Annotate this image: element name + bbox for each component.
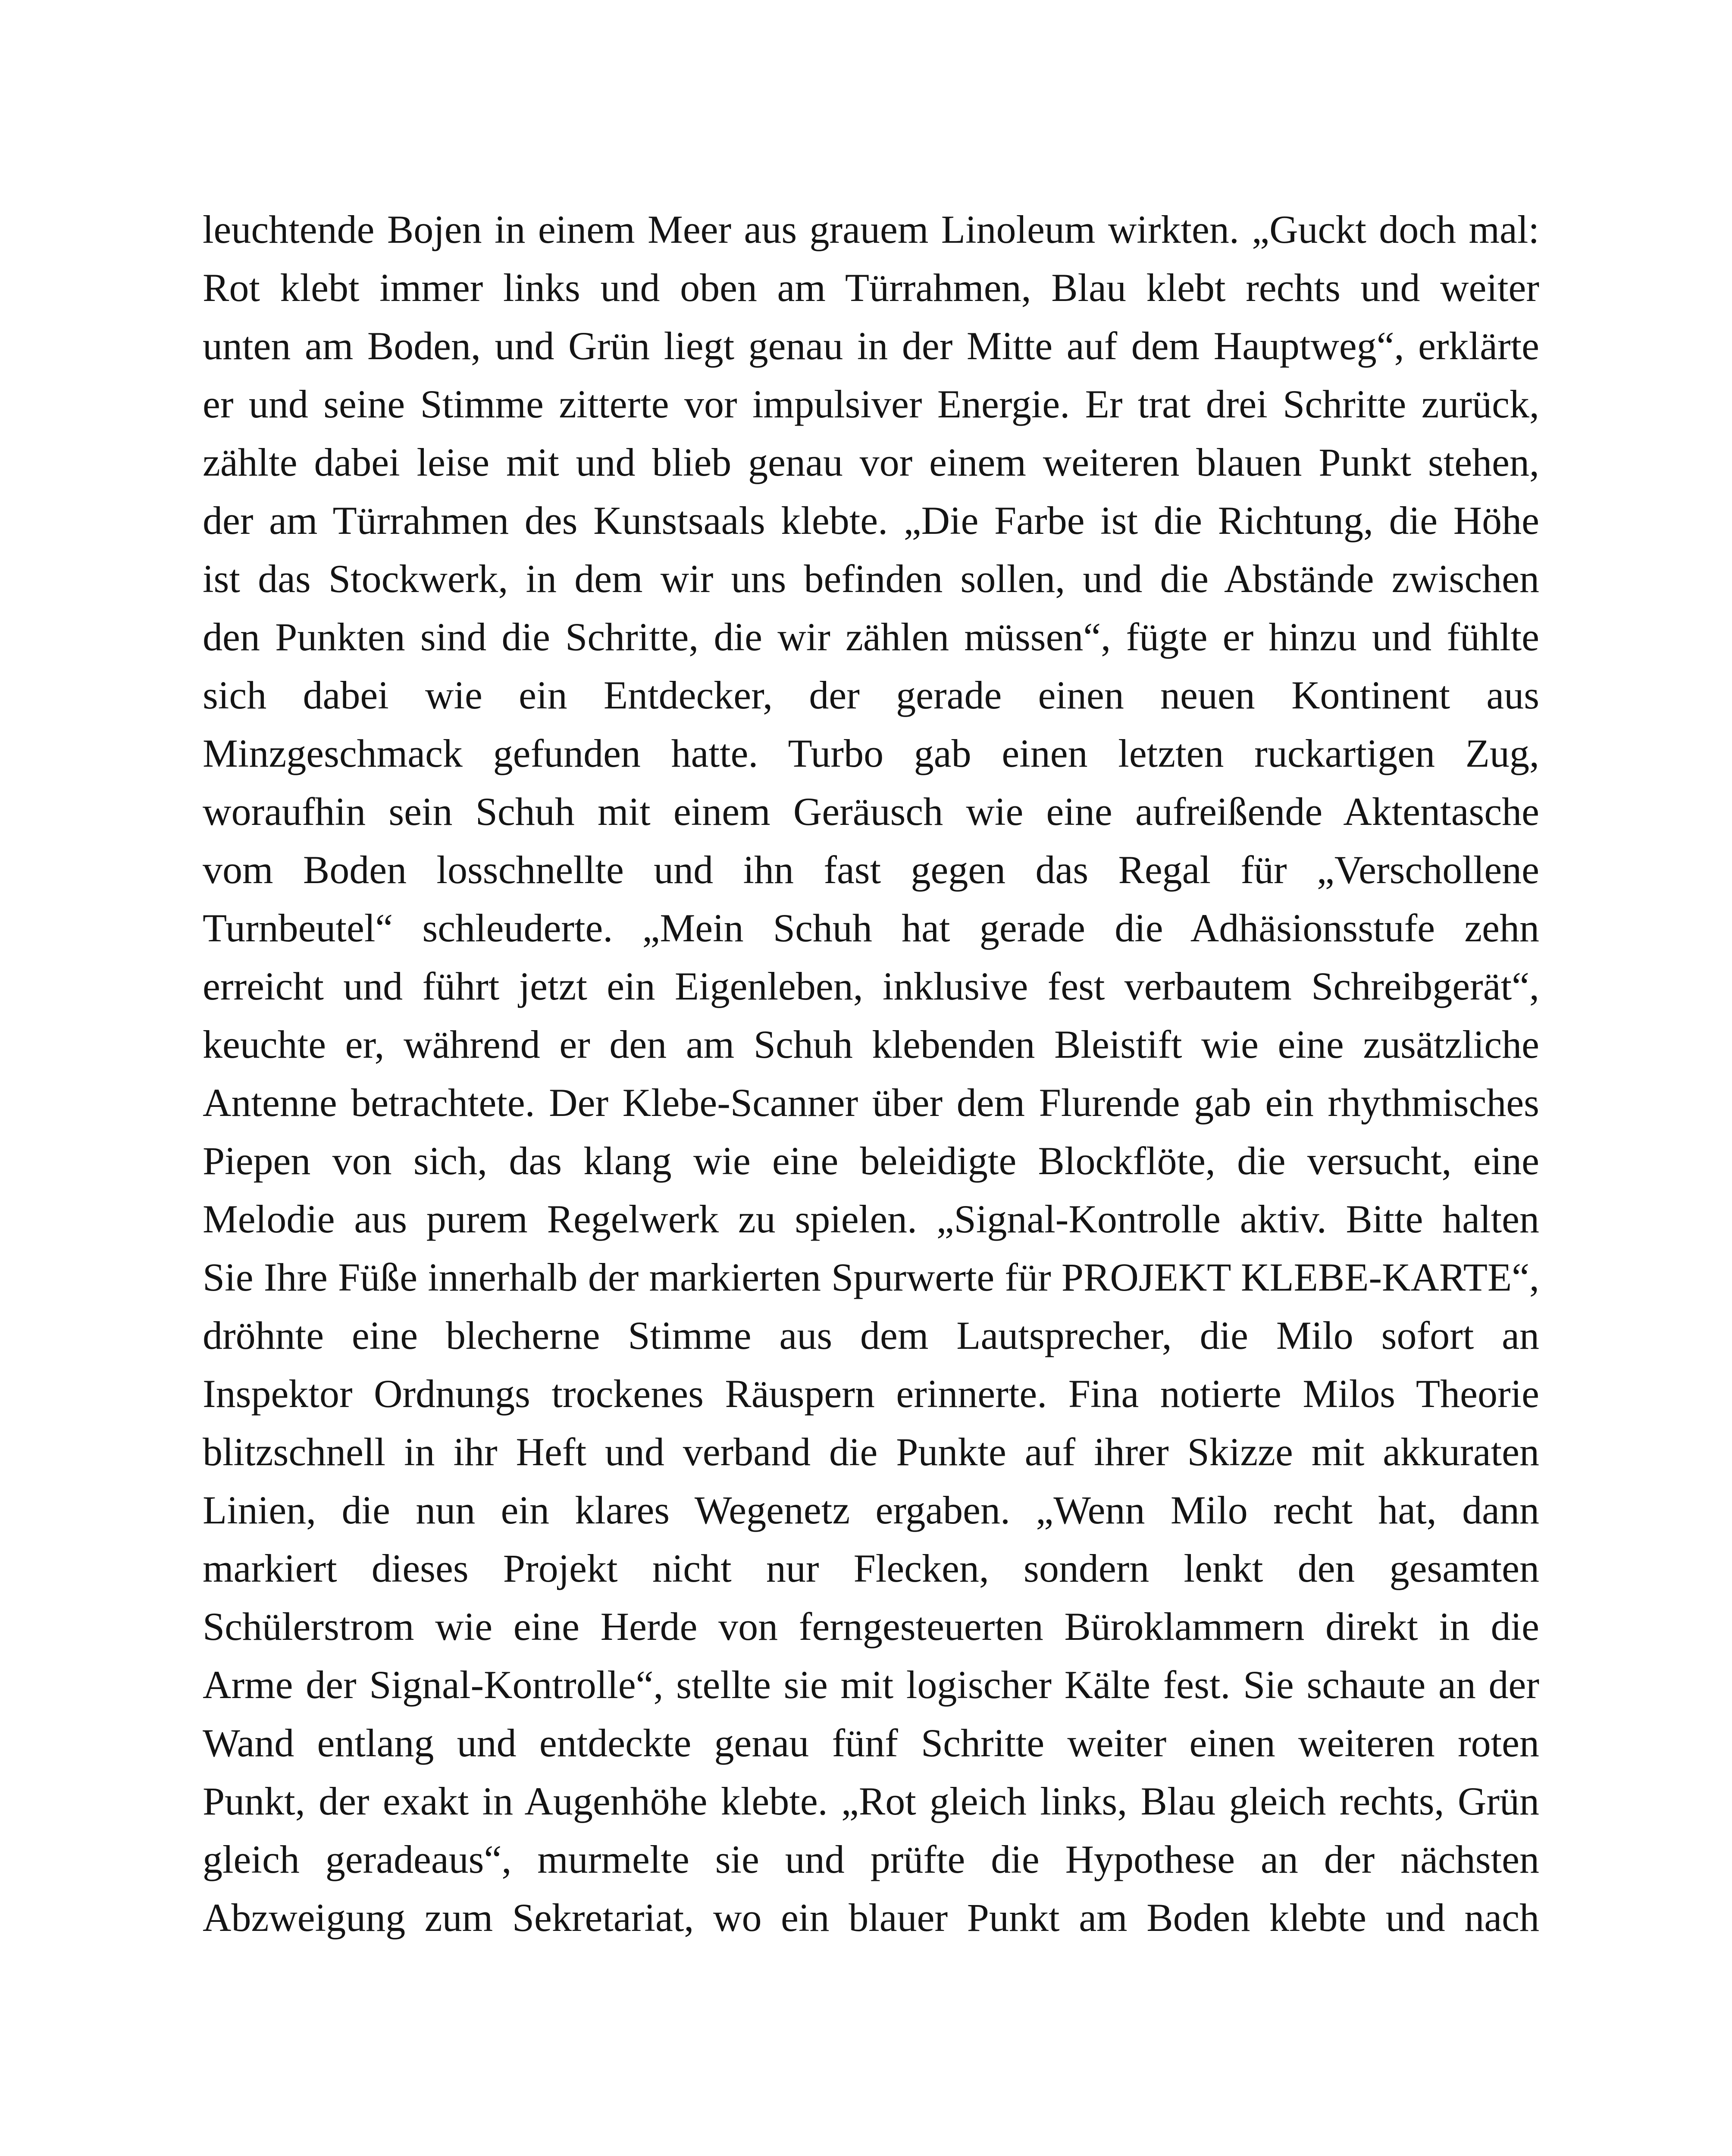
text-line: Schülerstrom wie eine Herde von ferngesteuerten Büroklammern direkt in die: [203, 1604, 1539, 1648]
text-line: leuchtende Bojen in einem Meer aus grauem Linoleum wirkten. „Guckt doch mal:: [203, 207, 1539, 251]
text-line: der am Türrahmen des Kunstsaals klebte. „Die Farbe ist die Richtung, die Höhe: [203, 498, 1539, 542]
text-line: Inspektor Ordnungs trockenes Räuspern erinnerte. Fina notierte Milos Theorie: [203, 1372, 1539, 1416]
text-line: er und seine Stimme zitterte vor impulsiver Energie. Er trat drei Schritte zurück,: [203, 382, 1539, 426]
text-line: Sie Ihre Füße innerhalb der markierten Spurwerte für PROJEKT KLEBE-KARTE“,: [203, 1255, 1539, 1299]
text-line: keuchte er, während er den am Schuh klebenden Bleistift wie eine zusätzliche: [203, 1022, 1539, 1066]
text-line: Linien, die nun ein klares Wegenetz ergaben. „Wenn Milo recht hat, dann: [203, 1488, 1539, 1532]
text-line: dröhnte eine blecherne Stimme aus dem Lautsprecher, die Milo sofort an: [203, 1313, 1539, 1357]
text-line: blitzschnell in ihr Heft und verband die Punkte auf ihrer Skizze mit akkuraten: [203, 1430, 1539, 1474]
text-line: erreicht und führt jetzt ein Eigenleben, inklusive fest verbautem Schreibgerät“,: [203, 964, 1539, 1008]
text-line: Turnbeutel“ schleuderte. „Mein Schuh hat gerade die Adhäsionsstufe zehn: [203, 906, 1539, 950]
text-line: unten am Boden, und Grün liegt genau in der Mitte auf dem Hauptweg“, erklärte: [203, 324, 1539, 368]
text-line: Piepen von sich, das klang wie eine beleidigte Blockflöte, die versucht, eine: [203, 1139, 1539, 1183]
text-line: vom Boden losschnellte und ihn fast gegen das Regal für „Verschollene: [203, 848, 1539, 892]
text-line: den Punkten sind die Schritte, die wir zählen müssen“, fügte er hinzu und fühlte: [203, 615, 1539, 659]
text-line: Abzweigung zum Sekretariat, wo ein blauer Punkt am Boden klebte und nach: [203, 1896, 1539, 1940]
body-text: [203, 201, 1539, 1947]
text-line: Melodie aus purem Regelwerk zu spielen. „Signal-Kontrolle aktiv. Bitte halten: [203, 1197, 1539, 1241]
text-line: markiert dieses Projekt nicht nur Flecken, sondern lenkt den gesamten: [203, 1546, 1539, 1590]
text-line: Rot klebt immer links und oben am Türrahmen, Blau klebt rechts und weiter: [203, 266, 1539, 310]
text-line: woraufhin sein Schuh mit einem Geräusch wie eine aufreißende Aktentasche: [203, 790, 1539, 834]
text-line: Minzgeschmack gefunden hatte. Turbo gab einen letzten ruckartigen Zug,: [203, 731, 1539, 775]
text-line: Antenne betrachtete. Der Klebe-Scanner über dem Flurende gab ein rhythmisches: [203, 1081, 1539, 1125]
text-line: Punkt, der exakt in Augenhöhe klebte. „Rot gleich links, Blau gleich rechts, Grün: [203, 1779, 1539, 1823]
text-line: Arme der Signal-Kontrolle“, stellte sie mit logischer Kälte fest. Sie schaute an der: [203, 1663, 1539, 1707]
text-line: zählte dabei leise mit und blieb genau vor einem weiteren blauen Punkt stehen,: [203, 440, 1539, 484]
text-line: sich dabei wie ein Entdecker, der gerade einen neuen Kontinent aus: [203, 673, 1539, 717]
text-line: ist das Stockwerk, in dem wir uns befinden sollen, und die Abstände zwischen: [203, 557, 1539, 601]
text-line: Wand entlang und entdeckte genau fünf Schritte weiter einen weiteren roten: [203, 1721, 1539, 1765]
text-line: gleich geradeaus“, murmelte sie und prüfte die Hypothese an der nächsten: [203, 1837, 1539, 1881]
